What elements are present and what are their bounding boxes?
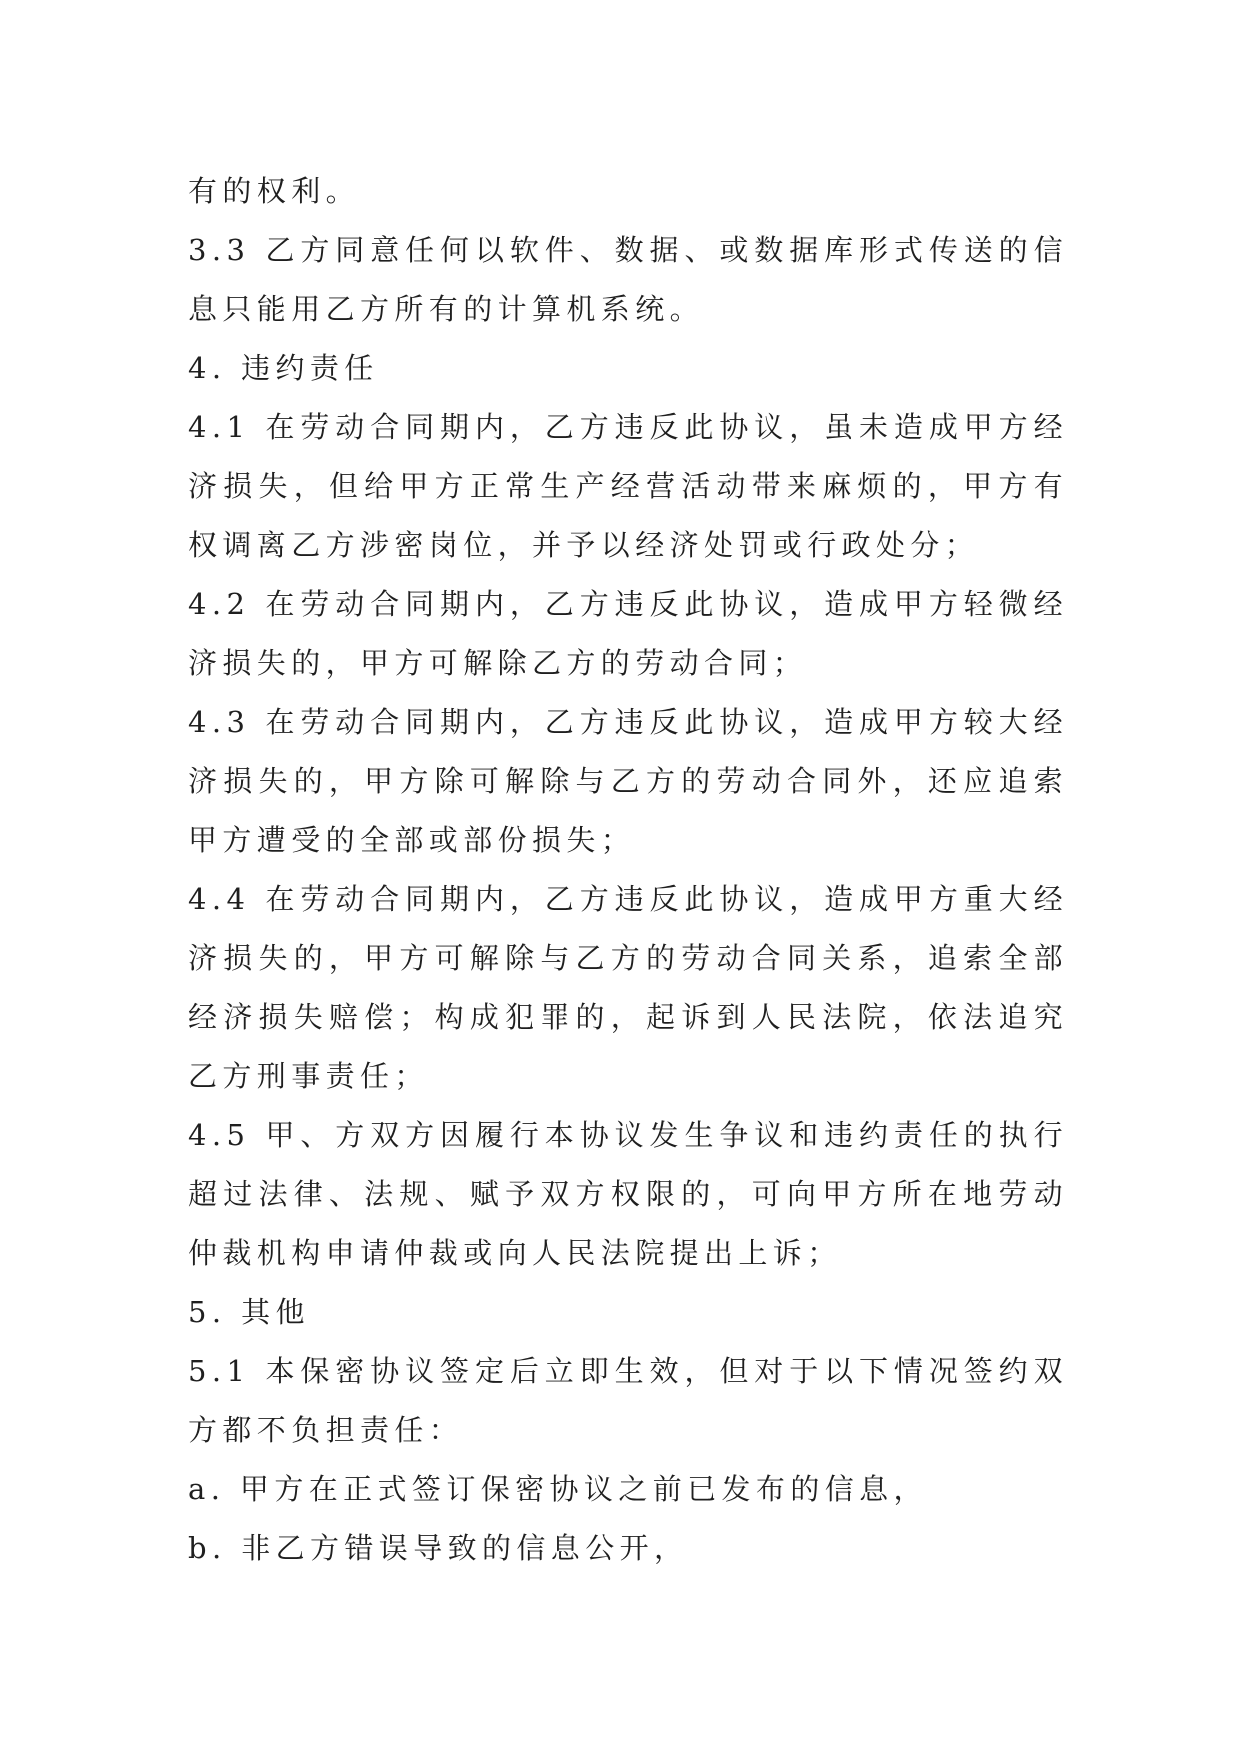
section-heading-5: 5. 其他 xyxy=(188,1295,310,1329)
paragraph-clause-4-2: 4.2 在劳动合同期内，乙方违反此协议，造成甲方轻微经济损失的，甲方可解除乙方的劳动合同； xyxy=(188,587,1068,680)
paragraph-clause-3-3: 3.3 乙方同意任何以软件、数据、或数据库形式传送的信息只能用乙方所有的计算机系统。 xyxy=(188,233,1068,326)
paragraph-clause-4-4: 4.4 在劳动合同期内，乙方违反此协议，造成甲方重大经济损失的，甲方可解除与乙方的劳动合同关系，追索全部经济损失赔偿；构成犯罪的，起诉到人民法院，依法追究乙方刑事责任； xyxy=(188,882,1068,1093)
list-item-b: b. 非乙方错误导致的信息公开， xyxy=(188,1531,689,1565)
paragraph-clause-4-1: 4.1 在劳动合同期内，乙方违反此协议，虽未造成甲方经济损失，但给甲方正常生产经营活动带来麻烦的，甲方有权调离乙方涉密岗位，并予以经济处罚或行政处分； xyxy=(188,410,1068,562)
paragraph-clause-4-5: 4.5 甲、方双方因履行本协议发生争议和违约责任的执行超过法律、法规、赋予双方权限的，可向甲方所在地劳动仲裁机构申请仲裁或向人民法院提出上诉； xyxy=(188,1118,1068,1270)
list-item-a: a. 甲方在正式签订保密协议之前已发布的信息， xyxy=(188,1472,928,1506)
paragraph-clause-4-3: 4.3 在劳动合同期内，乙方违反此协议，造成甲方较大经济损失的，甲方除可解除与乙方的劳动合同外，还应追索甲方遭受的全部或部份损失； xyxy=(188,705,1068,857)
paragraph-clause-5-1: 5.1 本保密协议签定后立即生效，但对于以下情况签约双方都不负担责任： xyxy=(188,1354,1068,1447)
document-body xyxy=(188,162,1068,1578)
section-heading-4: 4. 违约责任 xyxy=(188,351,379,385)
paragraph-rights-continuation: 有的权利。 xyxy=(188,174,361,208)
